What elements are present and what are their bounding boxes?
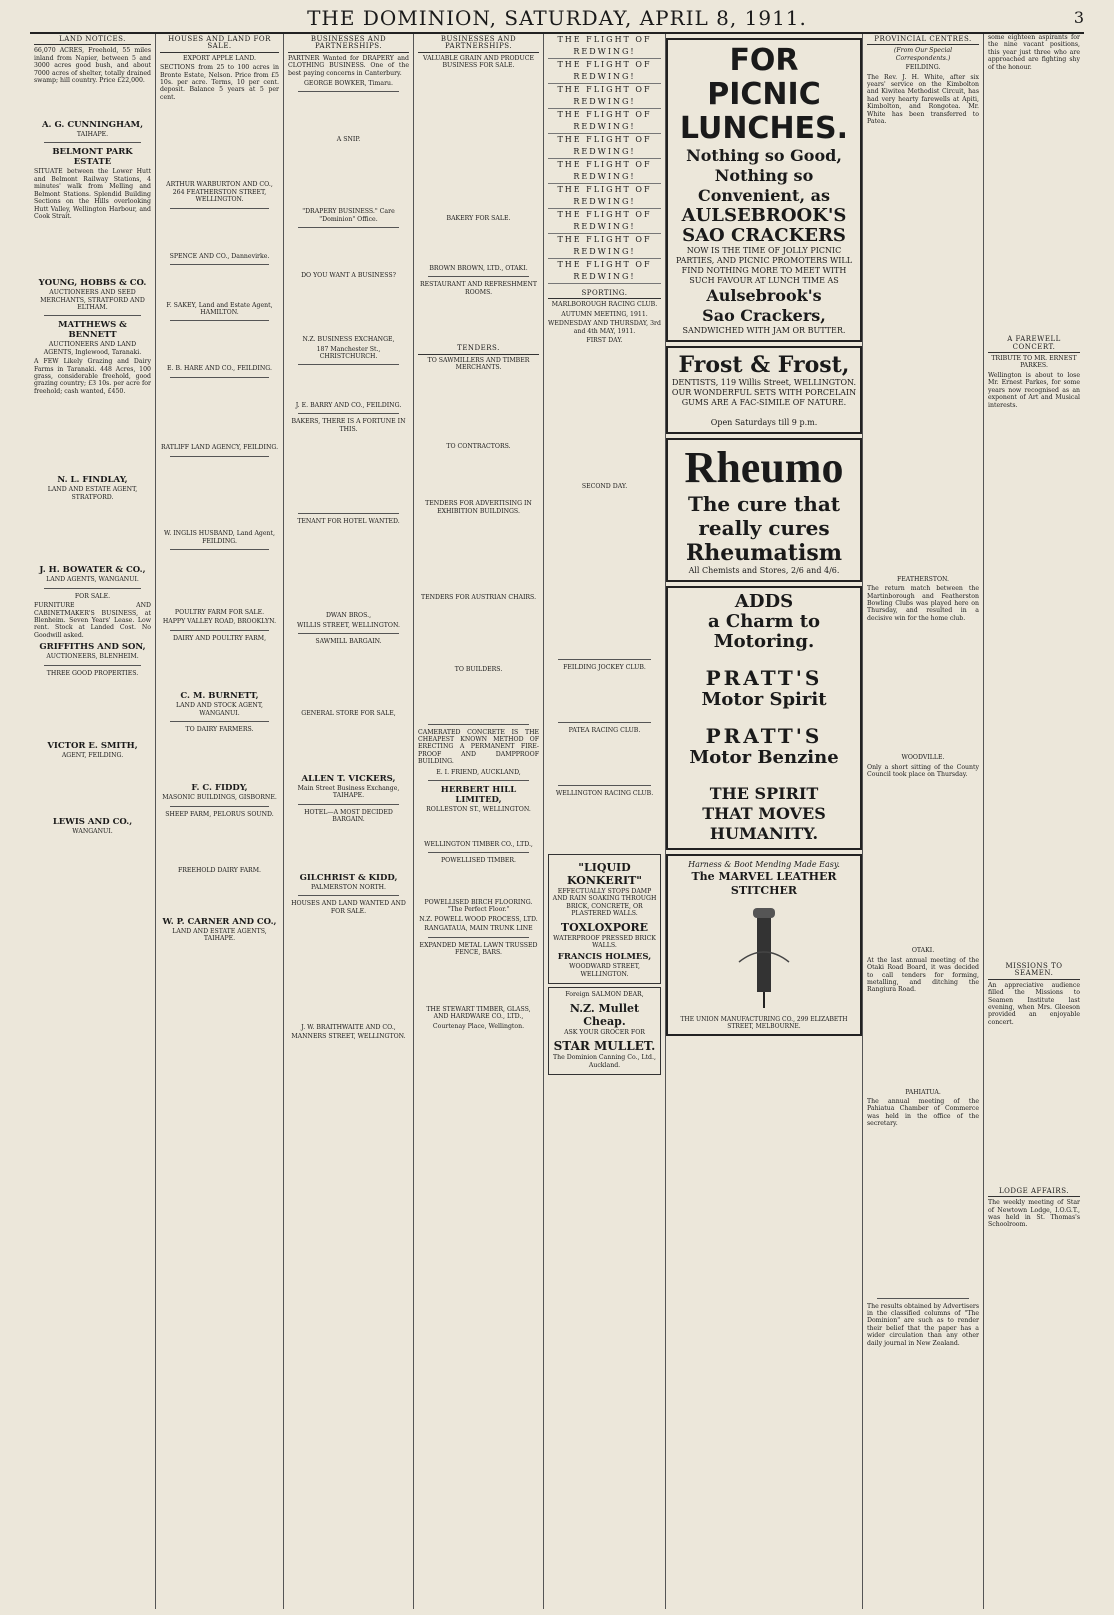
ad-filler <box>160 461 279 528</box>
advertiser-name: F. SAKEY, Land and Estate Agent, HAMILTON. <box>166 301 273 316</box>
redwing-ad-row: THE FLIGHT OF REDWING! <box>548 59 661 84</box>
town-heading: WOODVILLE. <box>901 754 945 762</box>
ad-filler <box>548 674 661 718</box>
ad-text: PARTNER Wanted for DRAPERY and CLOTHING BUSINESS. One of the best paying concerns in Canterbury. <box>288 54 409 77</box>
article-text: Only a short sitting of the County Council took place on Thursday. <box>867 763 979 778</box>
ad-filler <box>160 213 279 250</box>
ad-filler <box>418 675 539 719</box>
article-text: An appreciative audience filled the Missions to Seamen Institute last evening, when Mrs. Gleeson provided an enjoyable concert. <box>988 981 1080 1026</box>
advertiser-name: W. INGLIS HUSBAND, Land Agent, FEILDING. <box>164 530 275 545</box>
advertiser-name: N.Z. BUSINESS EXCHANGE, <box>302 336 395 344</box>
advertiser-name: HERBERT HILL LIMITED, <box>440 784 517 805</box>
ad-text: CAMERATED CONCRETE IS THE CHEAPEST KNOWN METHOD OF ERECTING A PERMANENT FIRE-PROOF AND DAMPPROOF BUILDING. <box>418 728 539 766</box>
ad-heading: N.Z. Mullet Cheap. <box>569 1001 640 1028</box>
article-filler <box>867 128 979 572</box>
ad-heading: HAPPY VALLEY ROAD, BROOKLYN. <box>162 618 277 626</box>
ad-text: A FEW Likely Grazing and Dairy Farms in Taranaki. 448 Acres, 100 grass, considerable freehold, good grazing country; £3 10s. per acre for freehold; cash wanted, £450. <box>34 358 151 395</box>
ad-heading: RESTAURANT AND REFRESHMENT ROOMS. <box>419 281 537 296</box>
ad-filler <box>548 492 661 655</box>
ad-filler <box>548 346 661 479</box>
ad-text: SECTIONS from 25 to 100 acres in Bronte Estate, Nelson. Price from £5 10s. per acre. Terms, 10 per cent. deposit. Balance 5 years at 5 per cent. <box>160 64 279 101</box>
ad-filler <box>418 298 539 342</box>
ad-heading: BAKERS, THERE IS A FORTUNE IN THIS. <box>291 418 406 433</box>
advertiser-name: F. C. FIDDY, <box>191 783 248 794</box>
advertiser-address: RANGATAUA, MAIN TRUNK LINE <box>424 925 533 933</box>
advertiser-sub: AGENT, FEILDING. <box>61 752 124 760</box>
meeting-dates: WEDNESDAY AND THURSDAY, 3rd and 4th MAY, 1911. <box>548 320 661 335</box>
ad-heading: EXPANDED METAL LAWN TRUSSED FENCE, BARS. <box>419 941 538 957</box>
article-text: The Rev. J. H. White, after six years' service on the Kimbolton and Kiwitea Methodist Circuit, has had very hearty farewells at Apiti, Kimbolton, and Rongotea. Mr. White has been transferred to Patea. <box>867 73 979 126</box>
leather-stitcher-ad <box>666 854 862 1036</box>
ad-filler <box>160 382 279 441</box>
aulsebrook-ad <box>666 38 862 342</box>
advertiser-name: J. H. BOWATER & CO., <box>39 565 146 576</box>
pratts-ad <box>666 586 862 850</box>
ad-heading: Frost & Frost, <box>678 352 850 378</box>
ad-heading: EXPORT APPLE LAND. <box>183 54 256 62</box>
redwing-ad-row: THE FLIGHT OF REDWING! <box>548 109 661 134</box>
ad-heading: TO SAWMILLERS AND TIMBER MERCHANTS. <box>427 356 530 372</box>
advertiser-name: N.Z. POWELL WOOD PROCESS, LTD. <box>419 915 538 923</box>
ad-text: Foreign SALMON DEAR, <box>565 991 644 999</box>
ad-heading: POULTRY FARM FOR SALE. <box>174 608 265 616</box>
ad-heading: Harness & Boot Mending Made Easy. <box>688 860 840 869</box>
ad-brand: PRATT'S <box>705 666 823 690</box>
ad-filler <box>418 374 539 441</box>
town-heading: FEILDING. <box>905 64 941 72</box>
rheumo-ad <box>666 438 862 582</box>
ad-filler <box>418 72 539 213</box>
section-heading: BUSINESSES AND PARTNERSHIPS. <box>288 36 409 53</box>
ad-heading: SAWMILL BARGAIN. <box>315 638 382 646</box>
advertiser-name: FRANCIS HOLMES, <box>557 952 652 963</box>
ad-text: DENTISTS, 119 Willis Street, WELLINGTON. <box>671 378 857 387</box>
ad-filler <box>288 146 409 205</box>
advertiser-name: VICTOR E. SMITH, <box>47 741 138 752</box>
ad-filler <box>288 528 409 609</box>
ad-text: WATERPROOF PRESSED BRICK WALLS. <box>553 934 656 950</box>
advertiser-sub: LAND AGENTS, WANGANUI. <box>46 576 139 584</box>
ad-text: ADDS <box>734 591 794 612</box>
advertiser-address: MANNERS STREET, WELLINGTON. <box>291 1033 406 1041</box>
advertiser-name: E. B. HARE AND CO., FEILDING. <box>167 365 272 373</box>
article-subheading: TRIBUTE TO MR. ERNEST PARKES. <box>991 355 1077 370</box>
ad-filler <box>160 644 279 688</box>
ad-brand: The MARVEL LEATHER STITCHER <box>691 870 837 897</box>
article-heading: LODGE AFFAIRS. <box>988 1188 1080 1197</box>
ad-filler <box>288 232 409 269</box>
advertiser-name: GEORGE BOWKER, Timaru. <box>303 80 393 88</box>
ad-filler <box>34 87 151 117</box>
advertiser-address: ROLLESTON ST., WELLINGTON. <box>426 805 531 813</box>
ad-heading: HOUSES AND LAND WANTED AND FOR SALE. <box>291 900 406 915</box>
ad-brand: Aulsebrook's <box>706 286 822 305</box>
ad-heading: TO DAIRY FARMERS. <box>185 726 254 734</box>
advertiser-name: A. G. CUNNINGHAM, <box>41 120 144 131</box>
article-filler <box>867 625 979 751</box>
ad-brand: Rheumo <box>684 443 844 492</box>
advertiser-sub: AUCTIONEERS, BLENHEIM. <box>46 653 139 661</box>
ad-text: SITUATE between the Lower Hutt and Belmont Railway Stations, 4 minutes' walk from Melling and Belmont Stations. Splendid Building Sections on the Hills overlooking Hutt Valley, Wellington Harbour, and Cook Strait. <box>34 168 151 220</box>
club-name: WELLINGTON RACING CLUB. <box>555 789 654 797</box>
club-name: PATEA RACING CLUB. <box>568 726 641 734</box>
advertiser-address: 187 Manchester St., CHRISTCHURCH. <box>316 345 381 361</box>
column-sporting <box>544 34 666 1609</box>
ad-heading: SHEEP FARM, PELORUS SOUND. <box>165 810 274 818</box>
section-heading: HOUSES AND LAND FOR SALE. <box>160 36 279 53</box>
ad-filler <box>548 736 661 780</box>
redwing-ad-row: THE FLIGHT OF REDWING! <box>548 184 661 209</box>
ad-filler <box>418 958 539 1002</box>
ad-filler <box>34 503 151 562</box>
article-filler <box>867 997 979 1086</box>
ad-filler <box>160 325 279 362</box>
ad-heading: FREEHOLD DAIRY FARM. <box>177 867 262 875</box>
ad-text: Motor Benzine <box>689 747 839 768</box>
advertiser-name: GILCHRIST & KIDD, <box>299 873 398 883</box>
column-businesses-tenders <box>414 34 544 1609</box>
article-text: some eighteen aspirants for the nine vacant positions, this year just three who are approached are fighting shy of the honour. <box>988 34 1080 71</box>
advertiser-name: E. I. FRIEND, AUCKLAND, <box>436 768 521 776</box>
advertiser-name: YOUNG, HOBBS & CO. <box>38 278 147 289</box>
ad-filler <box>288 96 409 133</box>
meeting-name: AUTUMN MEETING, 1911. <box>561 310 648 318</box>
display-ads-column <box>666 38 862 1598</box>
ad-heading: GENERAL STORE FOR SALE, <box>301 709 396 717</box>
section-heading: PROVINCIAL CENTRES. <box>867 36 979 45</box>
ad-text: Nothing so Convenient, as <box>698 166 830 205</box>
star-mullet-ad <box>548 987 661 1075</box>
article-filler <box>988 1029 1080 1185</box>
advertiser-address: Courtenay Place, Wellington. <box>432 1022 525 1030</box>
day-heading: SECOND DAY. <box>581 482 628 490</box>
section-heading: BUSINESSES AND PARTNERSHIPS. <box>418 36 539 53</box>
ad-heading: A SNIP. <box>336 136 361 144</box>
ad-filler <box>288 369 409 399</box>
ad-heading: TO BUILDERS. <box>454 665 503 673</box>
advertiser-location: TAIHAPE. <box>76 131 109 139</box>
ad-filler <box>34 762 151 814</box>
advertiser-sub: AUCTIONEERS AND LAND AGENTS, Inglewood, Taranaki. <box>43 341 142 356</box>
ad-text: Motor Spirit <box>701 689 827 710</box>
redwing-ad-row: THE FLIGHT OF REDWING! <box>548 134 661 159</box>
ad-text: a Charm to <box>707 611 821 632</box>
ad-heading: DAIRY AND POULTRY FARM, <box>172 634 267 642</box>
ad-text: Nothing so Good, <box>686 146 842 165</box>
ad-filler <box>288 917 409 1021</box>
club-name: MARLBOROUGH RACING CLUB. <box>551 301 658 309</box>
advertiser-name: W. P. CARNER AND CO., <box>162 916 277 927</box>
ad-filler <box>418 517 539 591</box>
section-heading: LAND NOTICES. <box>34 36 151 45</box>
advertiser-address: WOODWARD STREET, WELLINGTON. <box>569 963 640 978</box>
ad-heading: THREE GOOD PROPERTIES. <box>46 669 139 677</box>
club-name: FEILDING JOCKEY CLUB. <box>563 664 646 672</box>
ad-text: FURNITURE AND CABINETMAKER'S BUSINESS, at Blenheim. Seven Years' Lease. Low rent. Stock at Landed Cost. No Goodwill asked. <box>34 602 151 639</box>
town-heading: PAHIATUA. <box>905 1088 941 1096</box>
advertiser-name: "DRAPERY BUSINESS." Care "Dominion" Office. <box>302 208 395 223</box>
article-text: The return match between the Martinborough and Featherston Bowling Clubs was played here on Thursday, and resulted in a decisive win for the home club. <box>867 585 979 622</box>
advertiser-name: MATTHEWS & BENNETT <box>58 320 127 341</box>
ad-filler <box>160 820 279 864</box>
masthead <box>30 6 1084 34</box>
advertiser-name: BROWN BROWN, LTD., OTAKI. <box>429 264 528 272</box>
ad-brand: AULSEBROOK'S SAO CRACKERS <box>681 205 847 246</box>
ad-heading: STAR MULLET. <box>553 1039 656 1054</box>
advertiser-name: C. M. BURNETT, <box>180 691 259 702</box>
advertiser-name: N. L. FINDLAY, <box>57 475 128 486</box>
advertiser-address: WILLIS STREET, WELLINGTON. <box>297 621 400 629</box>
ad-heading: FOR SALE. <box>74 592 111 600</box>
ad-heading: TO CONTRACTORS. <box>446 443 511 451</box>
column-news <box>984 34 1084 1609</box>
column-provincial <box>862 34 984 1609</box>
advertiser-name: ARTHUR WARBURTON AND CO., 264 FEATHERSTON STREET, WELLINGTON. <box>166 181 273 204</box>
ad-filler <box>288 826 409 870</box>
article-filler <box>867 781 979 944</box>
redwing-ad-row: THE FLIGHT OF REDWING! <box>548 34 661 59</box>
frost-dentists-ad <box>666 346 862 434</box>
article-filler <box>867 1131 979 1294</box>
ad-filler <box>418 225 539 262</box>
advertiser-name: LEWIS AND CO., <box>52 816 133 827</box>
ad-filler <box>160 104 279 178</box>
ad-heading: FOR PICNIC LUNCHES. <box>679 43 849 146</box>
page-number: 3 <box>1073 8 1084 27</box>
ad-heading: TOXLOXPORE <box>560 920 649 934</box>
ad-heading: HOTEL—A MOST DECIDED BARGAIN. <box>304 808 393 824</box>
ad-heading: TENDERS FOR AUSTRIAN CHAIRS. <box>420 594 537 602</box>
article-heading: A FAREWELL CONCERT. <box>988 336 1080 353</box>
section-heading: TENDERS. <box>418 345 539 354</box>
column-houses-land <box>156 34 284 1609</box>
article-filler <box>988 74 1080 333</box>
ad-heading: BELMONT PARK ESTATE <box>52 147 133 168</box>
advertiser-name: ALLEN T. VICKERS, <box>301 773 396 784</box>
advertiser-sub: AUCTIONEERS AND SEED MERCHANTS, STRATFORD AND ELTHAM. <box>40 289 145 311</box>
ad-text: Open Saturdays till 9 p.m. <box>710 418 818 427</box>
ad-filler <box>160 877 279 914</box>
advertiser-name: RATLIFF LAND AGENCY, FEILDING. <box>160 444 279 452</box>
ad-text: ASK YOUR GROCER FOR <box>564 1028 645 1036</box>
ad-filler <box>288 435 409 509</box>
advertiser-name: J. E. BARRY AND CO., FEILDING. <box>295 402 402 410</box>
article-text: The weekly meeting of Star of Newtown Lodge, I.O.G.T., was held in St. Thomas's Schoolroom. <box>988 1199 1080 1229</box>
ad-text: The cure that really cures <box>687 492 841 540</box>
ad-text: EFFECTUALLY STOPS DAMP AND RAIN SOAKING THROUGH BRICK, CONCRETE, OR PLASTERED WALLS. <box>552 888 657 918</box>
ad-heading: POWELLISED BIRCH FLOORING. "The Perfect Floor." <box>424 899 533 914</box>
ad-filler <box>160 554 279 606</box>
ad-filler <box>160 269 279 299</box>
column-businesses <box>284 34 414 1609</box>
advertiser-sub: LAND AND ESTATE AGENT, STRATFORD. <box>47 486 138 501</box>
redwing-ad-row: THE FLIGHT OF REDWING! <box>548 259 661 284</box>
article-text: At the last annual meeting of the Otaki Road Board, it was decided to call tenders for forming, metalling, and ditching the Rangiura Road. <box>867 956 979 994</box>
ad-slogan: THE SPIRIT <box>709 784 819 803</box>
article-text: Wellington is about to lose Mr. Ernest Parkes, for some years now recognised as an exponent of Art and Musical interests. <box>988 371 1080 409</box>
stitcher-illustration <box>729 902 799 1012</box>
advertiser-sub: MASONIC BUILDINGS, GISBORNE. <box>162 794 277 802</box>
article-heading: MISSIONS TO SEAMEN. <box>988 963 1080 980</box>
advertiser-sub: PALMERSTON NORTH. <box>310 884 387 891</box>
newspaper-title: THE DOMINION, SATURDAY, APRIL 8, 1911. <box>307 6 807 30</box>
ad-heading: DO YOU WANT A BUSINESS? <box>301 271 396 279</box>
ad-text: Rheumatism <box>686 540 842 566</box>
advertiser-sub: LAND AND STOCK AGENT, WANGANUI. <box>175 702 264 717</box>
town-heading: FEATHERSTON. <box>896 575 950 583</box>
ad-text: OUR WONDERFUL SETS WITH PORCELAIN GUMS ARE A FAC-SIMILE OF NATURE. <box>671 388 857 407</box>
ad-filler <box>288 719 409 771</box>
ad-filler <box>34 223 151 275</box>
ad-slogan: THAT MOVES <box>702 804 826 823</box>
ad-slogan: HUMANITY. <box>709 824 819 843</box>
advertiser-name: J. W. BRAITHWAITE AND CO., <box>301 1023 396 1031</box>
ad-filler <box>418 453 539 497</box>
article-text: The annual meeting of the Pahiatua Chamber of Commerce was held in the office of the secretary. <box>867 1098 979 1128</box>
redwing-ad-row: THE FLIGHT OF REDWING! <box>548 209 661 234</box>
section-heading: SPORTING. <box>548 290 661 299</box>
redwing-ad-row: THE FLIGHT OF REDWING! <box>548 234 661 259</box>
ad-brand: Sao Crackers, <box>702 306 826 325</box>
article-text: The results obtained by Advertisers in the classified columns of "The Dominion" are such as to render their belief that the paper has a wider circulation than any other daily journal in New Zealand. <box>867 1302 979 1347</box>
advertiser-sub: WANGANUI. <box>72 827 113 835</box>
ad-text: NOW IS THE TIME OF JOLLY PICNIC PARTIES, AND PICNIC PROMOTERS WILL FIND NOTHING MORE TO MEET WITH SUCH FAVOUR AT LUNCH TIME AS <box>675 246 853 285</box>
redwing-ad-row: THE FLIGHT OF REDWING! <box>548 84 661 109</box>
advertiser-name: The Dominion Canning Co., Ltd., Auckland. <box>553 1054 656 1069</box>
article-filler <box>988 412 1080 960</box>
ad-text: SANDWICHED WITH JAM OR BUTTER. <box>682 326 846 335</box>
ad-heading: "LIQUID KONKERIT" <box>566 861 643 888</box>
column-land-notices <box>30 34 156 1609</box>
ad-filler <box>160 736 279 780</box>
advertiser-name: THE UNION MANUFACTURING CO., 299 ELIZABETH STREET, MELBOURNE. <box>680 1016 848 1030</box>
ad-text: 66,070 ACRES, Freehold, 55 miles inland from Napier, between 5 and 3000 acres good bush, and about 7000 acres of shelter, totally drained swamp; hill country. Price £22,000. <box>34 47 151 85</box>
ad-filler <box>288 647 409 706</box>
advertiser-name: DWAN BROS., <box>325 612 372 620</box>
advertiser-name: THE STEWART TIMBER, GLASS, AND HARDWARE CO., LTD., <box>426 1005 531 1021</box>
ad-filler <box>34 398 151 472</box>
ad-filler <box>288 281 409 333</box>
ad-heading: TENANT FOR HOTEL WANTED. <box>297 518 400 526</box>
advertiser-name: GRIFFITHS AND SON, <box>39 642 146 653</box>
ad-filler <box>418 866 539 896</box>
ad-text: Motoring. <box>713 631 815 652</box>
redwing-ad-list <box>548 34 661 284</box>
ad-heading: VALUABLE GRAIN AND PRODUCE BUSINESS FOR SALE. <box>423 54 534 70</box>
advertiser-name: WELLINGTON TIMBER CO., LTD., <box>424 840 533 848</box>
ad-filler <box>418 815 539 837</box>
ad-heading: POWELLISED TIMBER. <box>440 857 517 864</box>
day-heading: FIRST DAY. <box>586 337 623 345</box>
ad-filler <box>34 679 151 738</box>
ad-filler <box>418 603 539 662</box>
advertiser-name: SPENCE AND CO., Dannevirke. <box>169 252 270 260</box>
redwing-ad-row: THE FLIGHT OF REDWING! <box>548 159 661 184</box>
ad-filler <box>548 799 661 851</box>
ad-brand: PRATT'S <box>705 724 823 748</box>
liquid-konkerit-ad <box>548 854 661 984</box>
ad-heading: BAKERY FOR SALE. <box>446 215 511 223</box>
ad-heading: TENDERS FOR ADVERTISING IN EXHIBITION BUILDINGS. <box>425 500 532 515</box>
advertiser-sub: Main Street Business Exchange, TAIHAPE. <box>297 784 400 800</box>
ad-text: All Chemists and Stores, 2/6 and 4/6. <box>688 566 840 575</box>
town-heading: OTAKI. <box>911 947 935 955</box>
advertiser-sub: LAND AND ESTATE AGENTS, TAIHAPE. <box>172 927 267 943</box>
section-subheading: (From Our Special Correspondents.) <box>893 47 953 62</box>
